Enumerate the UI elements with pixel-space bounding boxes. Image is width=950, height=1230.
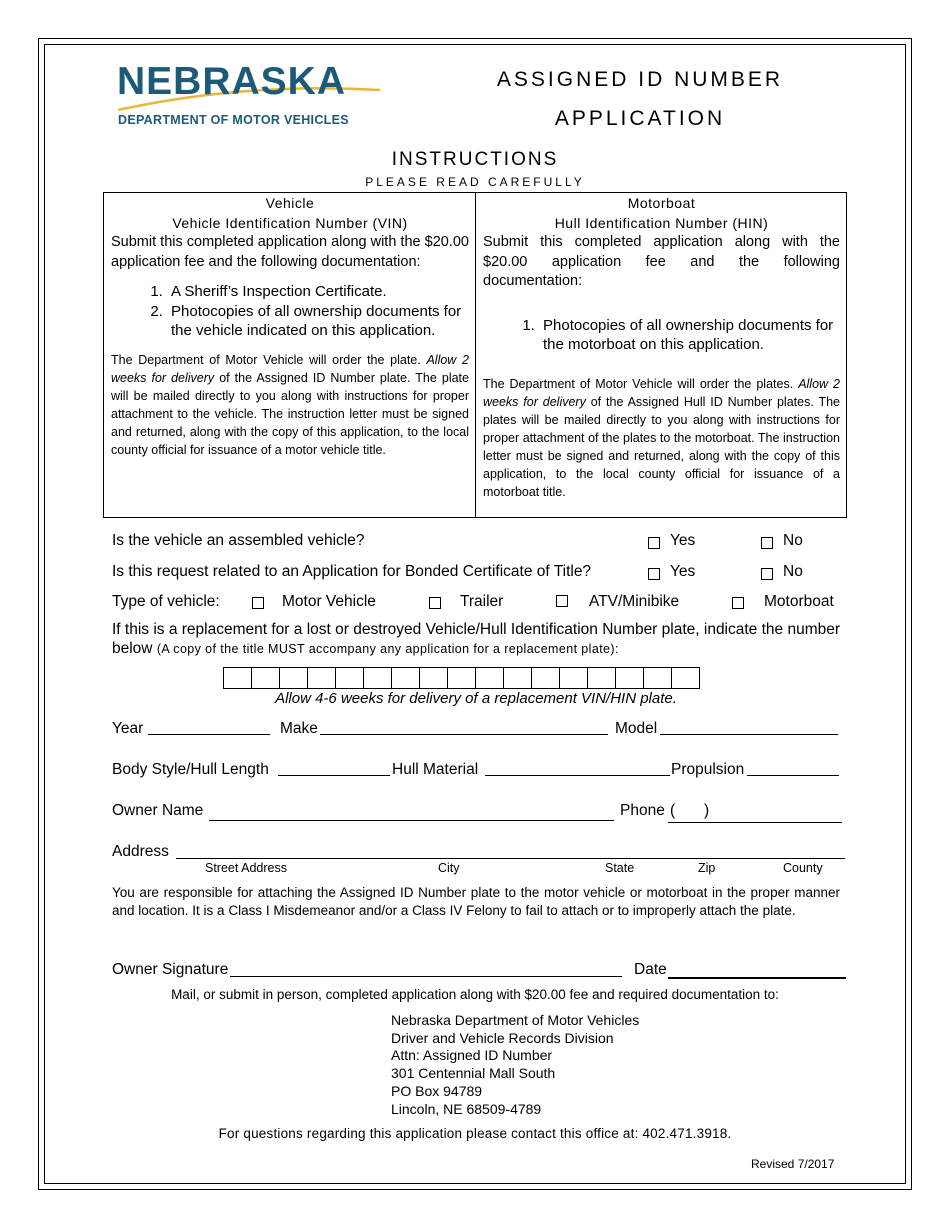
assembled-yes-label: Yes <box>670 532 696 549</box>
address-line: PO Box 94789 <box>391 1082 483 1099</box>
mailing-instructions: Mail, or submit in person, completed application along with $20.00 fee and required documentation to: <box>171 987 779 1002</box>
motorboat-note-emphasis: Allow 2 weeks for delivery <box>483 376 840 409</box>
bonded-yes-checkbox[interactable] <box>648 568 660 580</box>
vehicle-type-label: Type of vehicle: <box>112 593 220 610</box>
date-field[interactable] <box>668 977 846 979</box>
id-number-cell[interactable] <box>363 667 392 689</box>
replacement-delivery-note: Allow 4-6 weeks for delivery of a replacement VIN/HIN plate. <box>275 690 677 707</box>
contact-line: For questions regarding this application please contact this office at: 402.471.3918. <box>218 1126 732 1141</box>
type-motor-vehicle-label: Motor Vehicle <box>282 593 376 610</box>
motorboat-doc-list <box>483 316 840 355</box>
type-atv-label: ATV/Minibike <box>589 593 680 610</box>
body-style-field[interactable] <box>278 775 390 776</box>
hull-material-field[interactable] <box>485 775 670 776</box>
vehicle-note <box>111 351 469 459</box>
type-atv-checkbox[interactable] <box>556 595 568 607</box>
list-item: 1. Photocopies of all ownership documents for the motorboat on this application. <box>539 316 840 355</box>
bonded-question: Is this request related to an Application for Bonded Certificate of Title? <box>112 563 592 580</box>
responsibility-notice: You are responsible for attaching the Assigned ID Number plate to the motor vehicle or motorboat in the proper manner and location. It is a Class I Misdemeanor and/or a Class IV Felony to fail to attach or to improperly attach the plate. <box>112 885 840 918</box>
id-number-cell[interactable] <box>251 667 280 689</box>
instructions-divider <box>475 192 476 518</box>
address-street-caption: Street Address <box>205 861 287 875</box>
id-number-cell[interactable] <box>643 667 672 689</box>
address-line: Attn: Assigned ID Number <box>391 1047 553 1064</box>
assembled-no-checkbox[interactable] <box>761 537 773 549</box>
id-number-cell[interactable] <box>503 667 532 689</box>
hull-material-label: Hull Material <box>392 761 479 778</box>
type-motor-vehicle-checkbox[interactable] <box>252 597 264 609</box>
type-motorboat-checkbox[interactable] <box>732 597 744 609</box>
vehicle-note-text: of the Assigned ID Number plate. The plate will be mailed directly to you along with instructions for proper attachment to the vehicle. The instruction letter must be signed and returned, along with the copy of this application, to the local county official for issuance of a motor vehicle title. <box>111 370 469 457</box>
form-title-line1: ASSIGNED ID NUMBER <box>496 68 784 91</box>
phone-field[interactable] <box>668 822 842 823</box>
replacement-instructions <box>112 620 840 659</box>
list-item: 1. A Sheriff’s Inspection Certificate. <box>167 282 469 302</box>
address-field[interactable] <box>176 858 845 859</box>
id-number-cell[interactable] <box>615 667 644 689</box>
model-field[interactable] <box>660 734 838 735</box>
body-style-label: Body Style/Hull Length <box>112 761 269 778</box>
logo-wordmark: NEBRASKA <box>117 60 347 103</box>
owner-name-label: Owner Name <box>112 802 204 819</box>
address-line: Nebraska Department of Motor Vehicles <box>391 1012 640 1028</box>
year-label: Year <box>112 720 144 737</box>
make-field[interactable] <box>320 734 608 735</box>
instructions-heading: INSTRUCTIONS <box>391 149 559 170</box>
bonded-no-label: No <box>783 563 803 580</box>
id-number-cell[interactable] <box>307 667 336 689</box>
id-number-cell[interactable] <box>559 667 588 689</box>
id-number-cell[interactable] <box>475 667 504 689</box>
motorboat-note-text: of the Assigned Hull ID Number plates. The plates will be mailed directly to you along with instructions for proper attachment of the plates to the motorboat. The instruction letter must be signed and returned, along with the copy of this application, to the local county official for issuance of a motorboat title. <box>483 394 840 499</box>
assembled-no-label: No <box>783 532 803 549</box>
make-label: Make <box>280 720 318 737</box>
mailing-address <box>391 1012 639 1118</box>
motorboat-heading: Motorboat <box>627 195 696 211</box>
vehicle-heading: Vehicle <box>265 195 315 211</box>
vehicle-doc-list <box>111 282 469 341</box>
address-county-caption: County <box>783 861 823 875</box>
address-city-caption: City <box>438 861 460 875</box>
address-label: Address <box>112 843 169 860</box>
phone-area-open: ( <box>670 802 676 819</box>
vehicle-note-emphasis: Allow 2 weeks for delivery <box>111 352 469 385</box>
id-number-cell[interactable] <box>419 667 448 689</box>
revised-date: Revised 7/2017 <box>751 1157 835 1171</box>
assembled-question: Is the vehicle an assembled vehicle? <box>112 532 365 549</box>
type-trailer-checkbox[interactable] <box>429 597 441 609</box>
vehicle-column <box>111 193 469 459</box>
id-number-cell[interactable] <box>671 667 700 689</box>
replacement-note: (A copy of the title MUST accompany any application for a replacement plate): <box>156 642 619 656</box>
bonded-yes-label: Yes <box>670 563 696 580</box>
assembled-yes-checkbox[interactable] <box>648 537 660 549</box>
phone-label: Phone <box>620 802 665 819</box>
year-field[interactable] <box>148 734 270 735</box>
date-label: Date <box>634 961 667 978</box>
replacement-text: If this is a replacement for a lost or destroyed Vehicle/Hull Identification Number plate, indicate the number below <box>112 621 841 657</box>
owner-signature-field[interactable] <box>230 976 622 977</box>
owner-signature-label: Owner Signature <box>112 961 229 978</box>
vin-heading: Vehicle Identification Number (VIN) <box>172 215 408 231</box>
list-item: 2. Photocopies of all ownership documents for the vehicle indicated on this application. <box>167 302 469 341</box>
address-line: Lincoln, NE 68509-4789 <box>391 1100 542 1117</box>
bonded-no-checkbox[interactable] <box>761 568 773 580</box>
motorboat-note <box>483 375 840 501</box>
motorboat-column <box>483 193 840 501</box>
type-motorboat-label: Motorboat <box>764 593 834 610</box>
logo-subtitle: DEPARTMENT OF MOTOR VEHICLES <box>118 113 349 127</box>
propulsion-field[interactable] <box>747 775 839 776</box>
vehicle-intro: Submit this completed application along with the $20.00 application fee and the following documentation: <box>111 234 469 270</box>
motorboat-note-text: The Department of Motor Vehicle will order the plates. <box>483 376 794 391</box>
motorboat-intro: Submit this completed application along with the $20.00 application fee and the following documentation: <box>483 234 840 289</box>
phone-area-close: ) <box>704 802 710 819</box>
id-number-cell[interactable] <box>447 667 476 689</box>
propulsion-label: Propulsion <box>671 761 745 778</box>
id-number-cell[interactable] <box>223 667 252 689</box>
address-state-caption: State <box>605 861 635 875</box>
id-number-cell[interactable] <box>531 667 560 689</box>
id-number-cell[interactable] <box>587 667 616 689</box>
address-line: Driver and Vehicle Records Division <box>391 1029 614 1046</box>
id-number-cell[interactable] <box>335 667 364 689</box>
address-line: 301 Centennial Mall South <box>391 1065 556 1082</box>
model-label: Model <box>615 720 658 737</box>
owner-name-field[interactable] <box>209 820 614 821</box>
address-zip-caption: Zip <box>698 861 716 875</box>
instructions-subheading: PLEASE READ CAREFULLY <box>365 175 585 189</box>
id-number-cell[interactable] <box>391 667 420 689</box>
hin-heading: Hull Identification Number (HIN) <box>554 215 769 231</box>
form-title-line2: APPLICATION <box>554 107 726 130</box>
type-trailer-label: Trailer <box>460 593 504 610</box>
id-number-cell[interactable] <box>279 667 308 689</box>
vehicle-note-text: The Department of Motor Vehicle will order the plate. <box>111 352 421 367</box>
